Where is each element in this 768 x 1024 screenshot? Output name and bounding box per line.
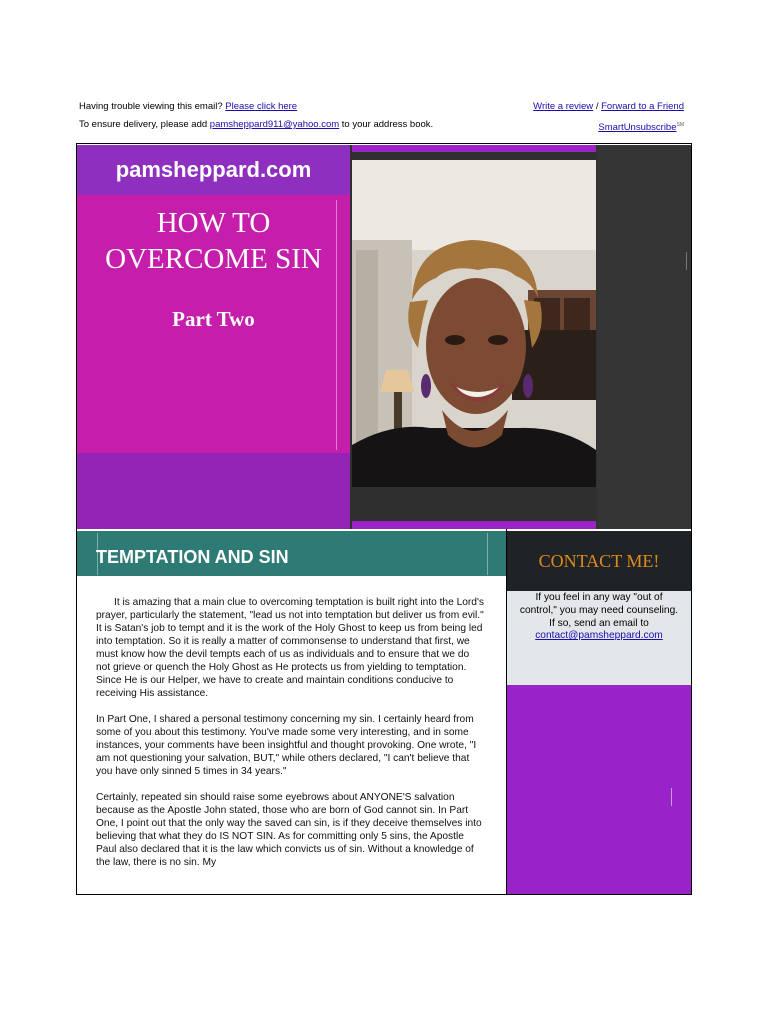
page-title: HOW TO OVERCOME SIN (105, 207, 322, 275)
delivery-line (79, 119, 433, 131)
contact-heading: CONTACT ME! (507, 531, 691, 591)
link-separator: / (595, 101, 599, 112)
article-paragraph-2: In Part One, I shared a personal testimony concerning my sin. I certainly heard from some of you about this testimony. You've made some very interesting, and in some instances, your comments have been insightful and thought provoking. One wrote, "I am not questioning your salvation, BUT," while others declared, "I can't believe that you have only sinned 5 times in 34 years." (96, 714, 477, 777)
contact-box (507, 591, 691, 685)
photo-top-bar (352, 145, 596, 152)
page-subtitle: Part Two (172, 307, 255, 331)
delivery-suffix: to your address book. (341, 119, 434, 130)
title-panel-divider (336, 200, 337, 450)
unsubscribe-line (598, 119, 684, 134)
forward-friend-link[interactable]: Forward to a Friend (601, 101, 684, 112)
trouble-text: Having trouble viewing this email? (79, 101, 223, 112)
article-paragraph-3: Certainly, repeated sin should raise some eyebrows about ANYONE'S salvation because as the Apostle John stated, those who are born of God cannot sin. In Part One, I point out that the only way the saved can sin, is if they deceive themselves into believing that what they do IS NOT SIN. As for committing only 5 sins, the Apostle Paul also declared that it is the law which convicts us of sin. Without a knowledge of the law, there is no sin. My (96, 792, 482, 868)
trouble-viewing-line (79, 101, 297, 113)
view-online-link[interactable]: Please click here (225, 101, 298, 112)
header-purple-bar (77, 453, 350, 529)
write-review-link[interactable]: Write a review (533, 101, 594, 112)
sidebar-marker (671, 788, 672, 806)
header-dark-column (597, 145, 691, 529)
unsubscribe-link[interactable]: SmartUnsubscribe (598, 122, 677, 134)
brand-banner: pamsheppard.com (77, 145, 350, 195)
heading-guide-right (487, 533, 488, 575)
contact-text: If you feel in any way "out of control," you may need counseling. If so, send an email to (519, 592, 679, 629)
article-heading: TEMPTATION AND SIN (96, 547, 289, 567)
article-body (96, 596, 486, 882)
delivery-prefix: To ensure delivery, please add (79, 119, 208, 130)
sender-email-link[interactable]: pamsheppard911@yahoo.com (209, 119, 340, 130)
photo-bottom-bar (352, 521, 596, 529)
article-paragraph-1: It is amazing that a main clue to overcoming temptation is built right into the Lord's prayer, particularly the statement, "lead us not into temptation but deliver us from evil." It is Satan's job to tempt and it is the work of the Holy Ghost to keep us from being led into temptation. So it is really a matter of commonsense to understand that first, we must know how the devil tempts each of us as individuals and to ensure that we do not grieve or quench the Holy Ghost as He protects us from yielding to temptation. Since He is our Helper, we have to create and maintain conditions conducive to receiving His assistance. (96, 597, 485, 699)
title-panel (77, 195, 350, 453)
sidebar-purple-panel (507, 685, 691, 894)
contact-email-link[interactable]: contact@pamsheppard.com (535, 630, 663, 642)
unsubscribe-tm: SM (676, 122, 684, 128)
review-forward-line (533, 101, 684, 113)
dark-column-marker (686, 252, 687, 270)
author-photo (352, 160, 596, 487)
